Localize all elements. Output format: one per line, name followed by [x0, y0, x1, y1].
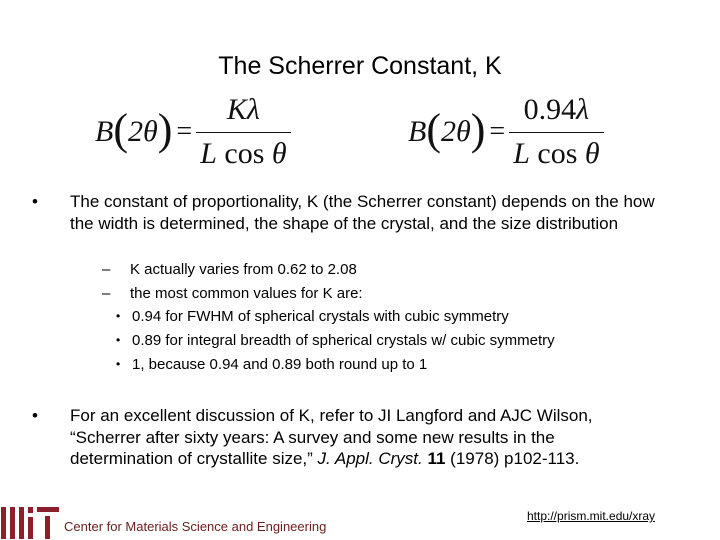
bullet-text: The constant of proportionality, K (the Scherrer constant) depends on the how the width is determined, the shape of the crystal, and the size distribution — [70, 192, 655, 233]
bullet-mark: • — [32, 192, 38, 211]
bullet-mark: • — [116, 309, 121, 323]
reference-text: For an excellent discussion of K, refer to JI Langford and AJC Wilson, “Scherrer after sixty years: A survey and some new results in the determination of crystallite size,” — [70, 406, 593, 468]
bullet-mark: • — [116, 333, 121, 347]
close-paren: ) — [157, 105, 173, 154]
numerator — [520, 93, 594, 128]
journal-volume: 11 — [427, 449, 446, 468]
l-variable: L — [513, 136, 530, 170]
scherrer-equation-general — [95, 92, 291, 172]
value-item-text: 0.89 for integral breadth of spherical crystals w/ cubic symmetry — [132, 332, 555, 349]
lambda-variable: λ — [576, 93, 590, 126]
b-variable: B — [408, 115, 427, 148]
dash-mark: – — [102, 261, 111, 278]
slide-title: The Scherrer Constant, K — [218, 52, 502, 80]
equation-lhs — [95, 105, 173, 154]
bullet-scherrer-constant — [32, 191, 660, 234]
cos-function: cos — [224, 136, 265, 170]
sub-bullet-text: K actually varies from 0.62 to 2.08 — [130, 261, 357, 278]
sub-bullet-range — [102, 260, 690, 279]
scherrer-equation-094 — [408, 92, 604, 172]
denominator — [509, 137, 603, 172]
footer-org-name: Center for Materials Science and Engineering — [64, 519, 327, 534]
bullet-reference — [32, 405, 645, 470]
equation-fraction — [196, 93, 290, 171]
two-theta: 2θ — [127, 115, 158, 148]
sub-bullet-text: the most common values for K are: — [130, 285, 363, 302]
bullet-mark: • — [32, 406, 38, 425]
mit-logo — [0, 505, 60, 540]
cos-function: cos — [537, 136, 578, 170]
b-variable: B — [95, 115, 114, 148]
theta-variable: θ — [271, 136, 287, 170]
equals-sign: = — [176, 116, 193, 147]
denominator — [196, 137, 290, 172]
equation-fraction — [509, 93, 603, 171]
reference-year-pages: (1978) p102-113. — [450, 449, 580, 468]
footer-url-link[interactable]: http://prism.mit.edu/xray — [527, 509, 656, 523]
numerator: Kλ — [226, 93, 260, 126]
equation-lhs — [408, 105, 486, 154]
close-paren: ) — [470, 105, 486, 154]
dash-mark: – — [102, 285, 111, 302]
value-item-text: 0.94 for FWHM of spherical crystals with cubic symmetry — [132, 308, 509, 325]
bullet-mark: • — [116, 357, 121, 371]
value-item — [116, 331, 692, 350]
equals-sign: = — [489, 116, 506, 147]
fraction-bar — [196, 132, 290, 133]
open-paren: ( — [426, 105, 441, 154]
theta-variable: θ — [584, 136, 600, 170]
journal-name: J. Appl. Cryst. — [317, 449, 423, 468]
value-item — [116, 355, 692, 374]
l-variable: L — [200, 136, 217, 170]
fraction-bar — [509, 132, 603, 133]
two-theta: 2θ — [440, 115, 471, 148]
open-paren: ( — [113, 105, 128, 154]
value-item-text: 1, because 0.94 and 0.89 both round up to 1 — [132, 356, 428, 373]
sub-bullet-common-values — [102, 284, 690, 303]
value-item — [116, 307, 692, 326]
constant-value: 0.94 — [523, 93, 577, 126]
